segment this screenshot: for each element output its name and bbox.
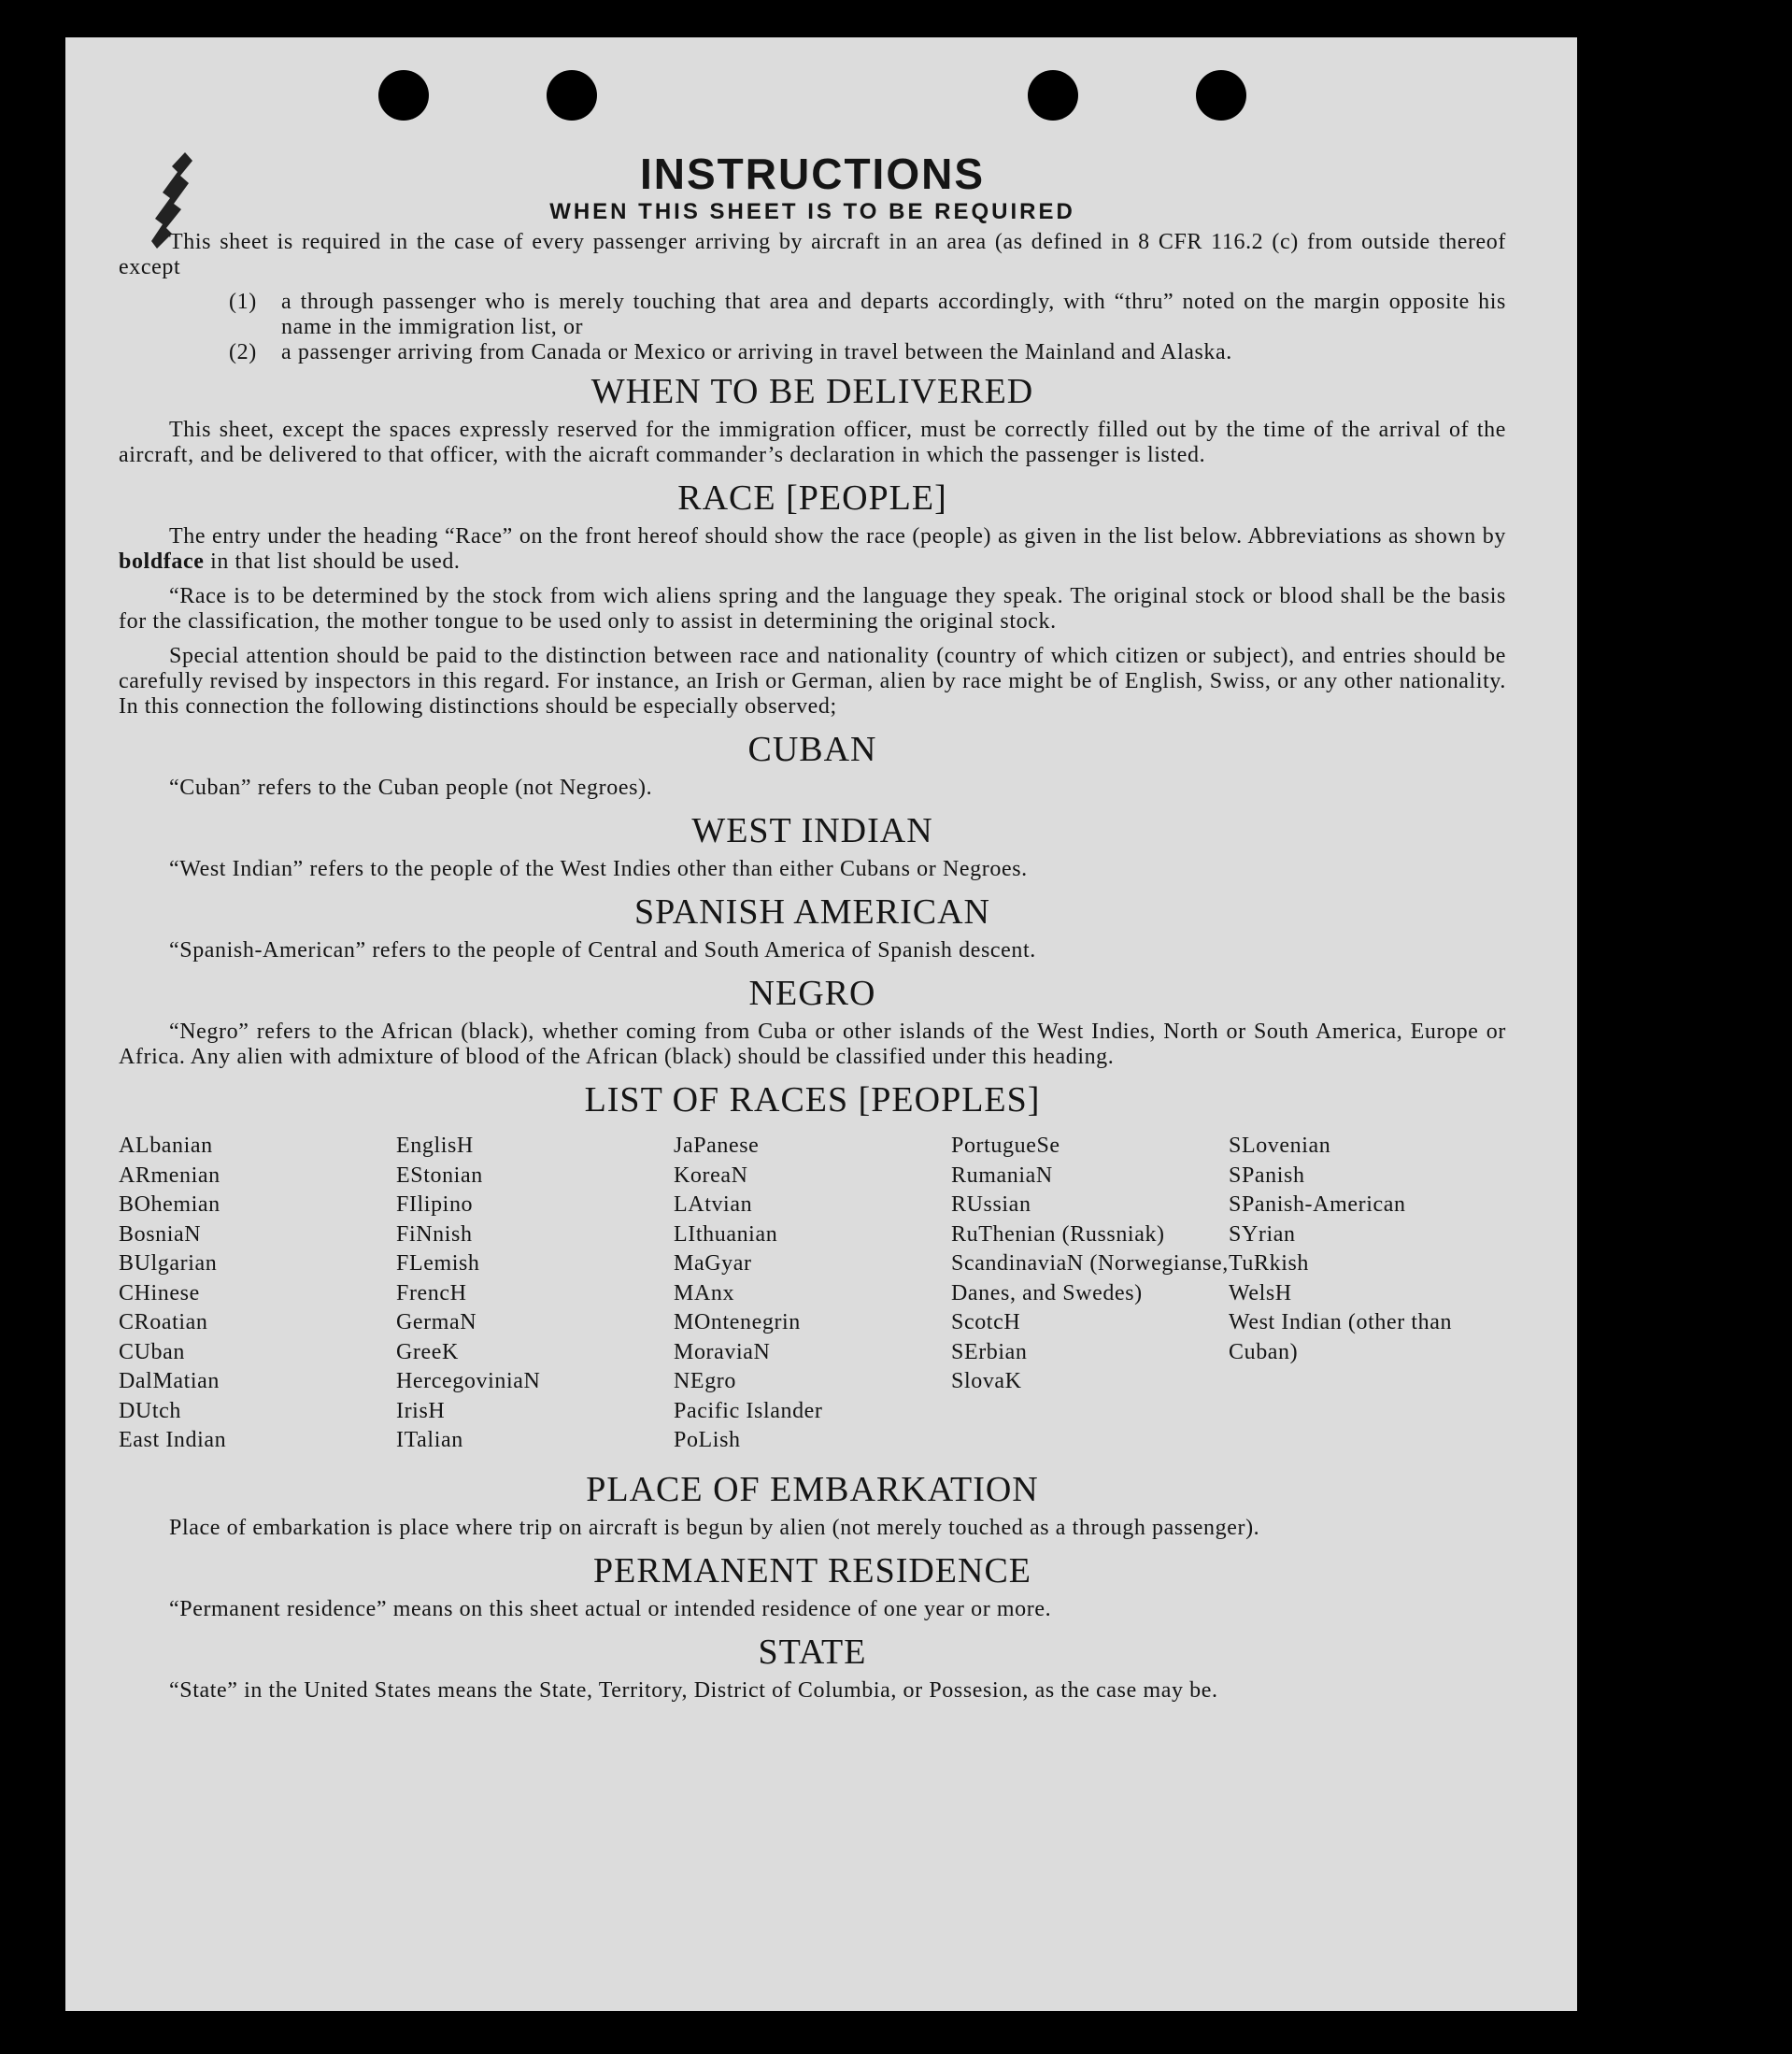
page-subtitle: WHEN THIS SHEET IS TO BE REQUIRED xyxy=(549,199,1075,224)
race-item: TuRkish xyxy=(1229,1251,1310,1276)
race-item: SPanish-American xyxy=(1229,1192,1406,1217)
page-title: INSTRUCTIONS xyxy=(640,150,985,198)
race-item: FIlipino xyxy=(396,1192,474,1217)
race-item: MoraviaN xyxy=(674,1339,771,1364)
race-item: LAtvian xyxy=(674,1192,753,1217)
race-item: MaGyar xyxy=(674,1251,752,1276)
race-paragraph-2: “Race is to be determined by the stock from wich aliens spring and the language they speak. The original stock or blood shall be the basis for the classification, the mother tongue to be used only to assist in determining the original stock. xyxy=(119,584,1506,634)
race-item: DUtch xyxy=(119,1398,181,1423)
race-p1-text-end: in that list should be used. xyxy=(204,549,461,574)
state-text: “State” in the United States means the State, Territory, District of Columbia, or Possesion, as the case may be. xyxy=(169,1677,1218,1703)
races-column xyxy=(674,1132,951,1456)
race-item: BUlgarian xyxy=(119,1251,218,1276)
punch-hole xyxy=(378,70,429,121)
spanish-american-text: “Spanish-American” refers to the people of Central and South America of Spanish descent. xyxy=(169,938,1036,963)
exception-text: a through passenger who is merely touching that area and departs accordingly, with “thru” noted on the margin opposite his name in the immigration list, or xyxy=(281,290,1506,339)
race-item: ScandinaviaN (Norwegianse, Danes, and Swedes) xyxy=(951,1251,1229,1305)
race-item: HercegoviniaN xyxy=(396,1369,541,1393)
race-item: ALbanian xyxy=(119,1134,213,1158)
races-column xyxy=(396,1132,674,1456)
section-heading-cuban: CUBAN xyxy=(747,730,877,769)
race-item: FLemish xyxy=(396,1251,480,1276)
race-item: JaPanese xyxy=(674,1134,760,1158)
race-item: RumaniaN xyxy=(951,1163,1053,1188)
section-heading-delivered: WHEN TO BE DELIVERED xyxy=(590,372,1034,411)
exception-item xyxy=(119,290,1506,340)
race-item: EnglisH xyxy=(396,1134,474,1158)
race-item: CUban xyxy=(119,1339,185,1364)
race-item: RuThenian (Russniak) xyxy=(951,1221,1165,1247)
race-item: GreeK xyxy=(396,1339,459,1364)
race-item: BosniaN xyxy=(119,1221,202,1247)
race-item: West Indian (other than Cuban) xyxy=(1229,1310,1453,1364)
race-item: CHinese xyxy=(119,1280,200,1305)
exception-item xyxy=(119,340,1506,365)
race-item: MOntenegrin xyxy=(674,1310,801,1334)
races-column xyxy=(951,1132,1229,1456)
race-item: SYrian xyxy=(1229,1221,1296,1247)
race-item: RUssian xyxy=(951,1192,1031,1217)
race-paragraph-1 xyxy=(119,524,1506,575)
race-item: FiNnish xyxy=(396,1221,473,1247)
section-heading-state: STATE xyxy=(758,1632,867,1672)
race-item: GermaN xyxy=(396,1310,477,1334)
race-item: IrisH xyxy=(396,1398,446,1423)
residence-text: “Permanent residence” means on this sheet actual or intended residence of one year or more. xyxy=(169,1596,1052,1621)
punch-hole xyxy=(1196,70,1246,121)
section-heading-spanish-american: SPANISH AMERICAN xyxy=(634,892,990,932)
races-list xyxy=(119,1132,1506,1456)
section-heading-embarkation: PLACE OF EMBARKATION xyxy=(586,1469,1039,1509)
race-item: SLovenian xyxy=(1229,1134,1331,1158)
race-p1-text: The entry under the heading “Race” on the front hereof should show the race (people) as given in the list below. Abbreviations as shown by xyxy=(169,524,1506,549)
race-item: ARmenian xyxy=(119,1163,220,1188)
required-intro: This sheet is required in the case of every passenger arriving by aircraft in an area (as defined in 8 CFR 116.2 (c) from outside thereof except xyxy=(119,230,1506,279)
race-item: DalMatian xyxy=(119,1369,220,1393)
document-sheet xyxy=(65,37,1577,2011)
negro-text: “Negro” refers to the African (black), whether coming from Cuba or other islands of the West Indies, North or South America, Europe or Africa. Any alien with admixture of blood of the African (black) should be classified under this heading. xyxy=(119,1020,1506,1069)
race-item: BOhemian xyxy=(119,1192,220,1217)
section-heading-list-of-races: LIST OF RACES [PEOPLES] xyxy=(584,1080,1041,1120)
section-heading-residence: PERMANENT RESIDENCE xyxy=(592,1550,1032,1590)
races-column xyxy=(119,1132,396,1456)
race-item: CRoatian xyxy=(119,1310,208,1334)
race-item: SlovaK xyxy=(951,1369,1022,1393)
punch-hole xyxy=(547,70,597,121)
race-item: PoLish xyxy=(674,1428,741,1452)
race-item: SErbian xyxy=(951,1339,1028,1364)
race-item: LIthuanian xyxy=(674,1221,778,1247)
race-item: WelsH xyxy=(1229,1280,1292,1305)
race-item: Pacific Islander xyxy=(674,1398,823,1423)
punch-hole xyxy=(1028,70,1078,121)
embarkation-text: Place of embarkation is place where trip on aircraft is begun by alien (not merely touched as a through passenger). xyxy=(169,1515,1260,1540)
section-heading-negro: NEGRO xyxy=(748,974,876,1013)
race-item: ScotcH xyxy=(951,1310,1021,1334)
race-item: MAnx xyxy=(674,1280,735,1305)
exception-text: a passenger arriving from Canada or Mexico or arriving in travel between the Mainland and Alaska. xyxy=(281,340,1232,364)
section-heading-race: RACE [PEOPLE] xyxy=(677,478,947,518)
west-indian-text: “West Indian” refers to the people of the West Indies other than either Cubans or Negroes. xyxy=(169,857,1028,881)
race-item: PortugueSe xyxy=(951,1134,1060,1158)
delivered-text: This sheet, except the spaces expressly reserved for the immigration officer, must be correctly filled out by the time of the arrival of the aircraft, and be delivered to that officer, with the aicraft commander’s declaration in which the passenger is listed. xyxy=(119,418,1506,467)
races-column xyxy=(1229,1132,1506,1456)
race-item: FrencH xyxy=(396,1280,467,1305)
section-heading-west-indian: WEST INDIAN xyxy=(691,811,933,850)
race-paragraph-3: Special attention should be paid to the distinction between race and nationality (country of which citizen or subject), and entries should be carefully revised by inspectors in this regard. For instance, an Irish or German, alien by race might be of English, Swiss, or any other nationality. In this connection the following distinctions should be especially observed; xyxy=(119,644,1506,719)
race-item: NEgro xyxy=(674,1369,736,1393)
exception-number: (2) xyxy=(229,340,257,364)
race-item: KoreaN xyxy=(674,1163,748,1188)
instructions-content xyxy=(119,150,1506,1713)
race-item: ITalian xyxy=(396,1428,463,1452)
exception-number: (1) xyxy=(229,290,257,314)
cuban-text: “Cuban” refers to the Cuban people (not Negroes). xyxy=(169,776,653,800)
race-item: East Indian xyxy=(119,1428,227,1452)
race-item: EStonian xyxy=(396,1163,483,1188)
race-item: SPanish xyxy=(1229,1163,1305,1188)
race-p1-bold: boldface xyxy=(119,549,205,574)
